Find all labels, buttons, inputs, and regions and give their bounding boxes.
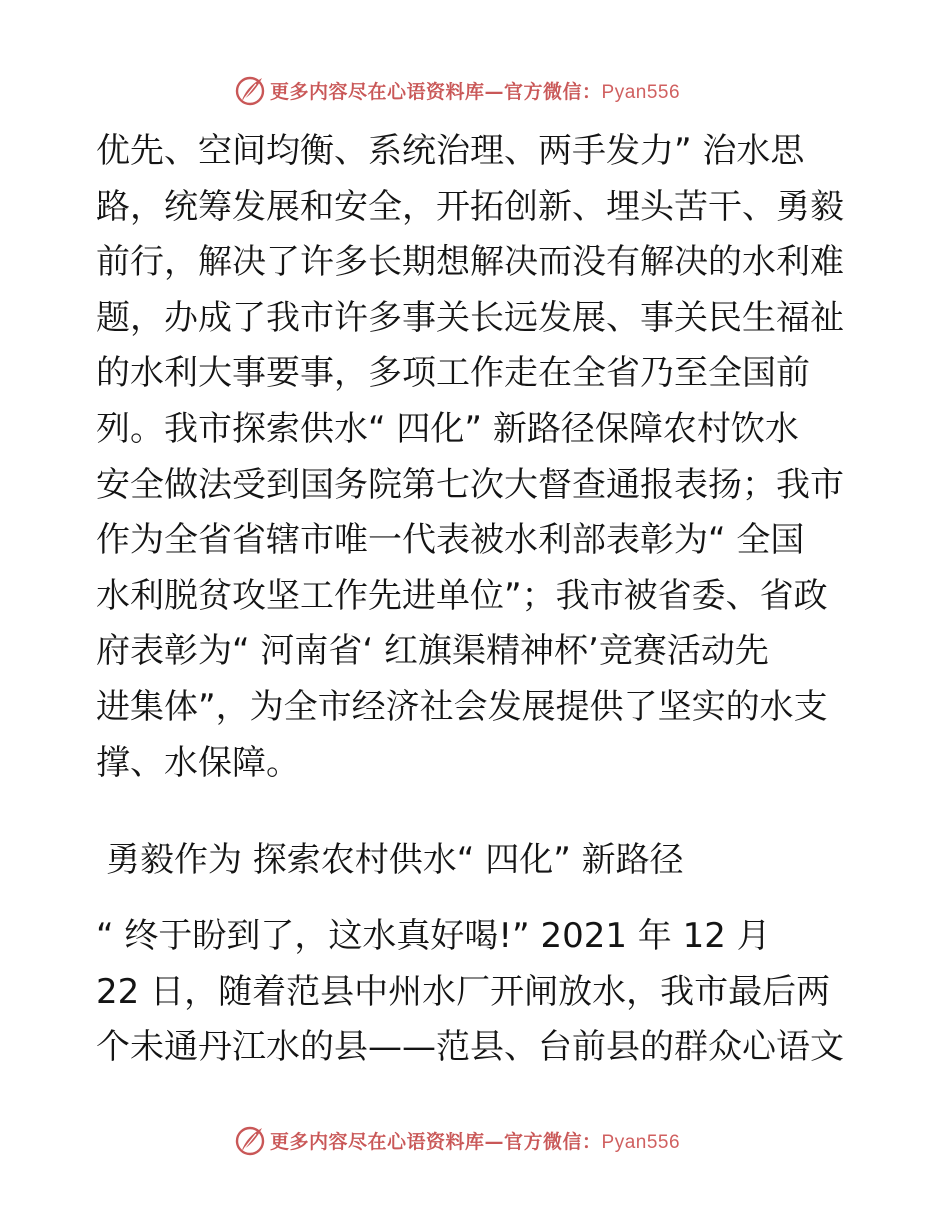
header-watermark xyxy=(232,72,752,108)
text-line: 优先、空间均衡、系统治理、两手发力” 治水思 xyxy=(96,131,805,171)
text-line: 的水利大事要事，多项工作走在全省乃至全国前 xyxy=(96,353,810,394)
text-line: 进集体”，为全市经济社会发展提供了坚实的水支 xyxy=(96,686,828,727)
text-line: “ 终于盼到了，这水真好喝!” 2021 年 12 月 xyxy=(96,916,771,956)
feather-pen-logo-icon xyxy=(232,1122,268,1158)
text-line: 个未通丹江水的县——范县、台前县的群众心语文 xyxy=(96,1027,844,1068)
watermark-text: 更多内容尽在心语资料库—官方微信：Pyan556 xyxy=(270,1130,681,1153)
feather-pen-logo-icon xyxy=(232,72,268,108)
text-line: 撑、水保障。 xyxy=(96,742,300,783)
watermark-text: 更多内容尽在心语资料库—官方微信：Pyan556 xyxy=(270,80,681,103)
watermark-wechat-id: Pyan556 xyxy=(601,81,681,103)
text-line: 前行，解决了许多长期想解决而没有解决的水利难 xyxy=(96,242,844,283)
paragraph-1 xyxy=(96,124,856,791)
text-line: 作为全省省辖市唯一代表被水利部表彰为“ 全国 xyxy=(96,520,805,561)
paragraph-2 xyxy=(96,909,856,1076)
text-line: 水利脱贫攻坚工作先进单位”；我市被省委、省政 xyxy=(96,575,828,616)
text-line: 府表彰为“ 河南省‘ 红旗渠精神杯’竞赛活动先 xyxy=(96,631,769,672)
text-line: 列。我市探索供水“ 四化” 新路径保障农村饮水 xyxy=(96,408,799,449)
text-line: 路，统筹发展和安全，开拓创新、埋头苦干、勇毅 xyxy=(96,186,844,227)
text-line: 22 日，随着范县中州水厂开闸放水，我市最后两 xyxy=(96,971,831,1012)
text-line: 题，办成了我市许多事关长远发展、事关民生福祉 xyxy=(96,297,844,338)
footer-watermark xyxy=(232,1122,752,1158)
text-line: 安全做法受到国务院第七次大督查通报表扬；我市 xyxy=(96,464,844,505)
watermark-wechat-id: Pyan556 xyxy=(601,1131,681,1153)
section-heading: 勇毅作为 探索农村供水“ 四化” 新路径 xyxy=(106,840,684,880)
